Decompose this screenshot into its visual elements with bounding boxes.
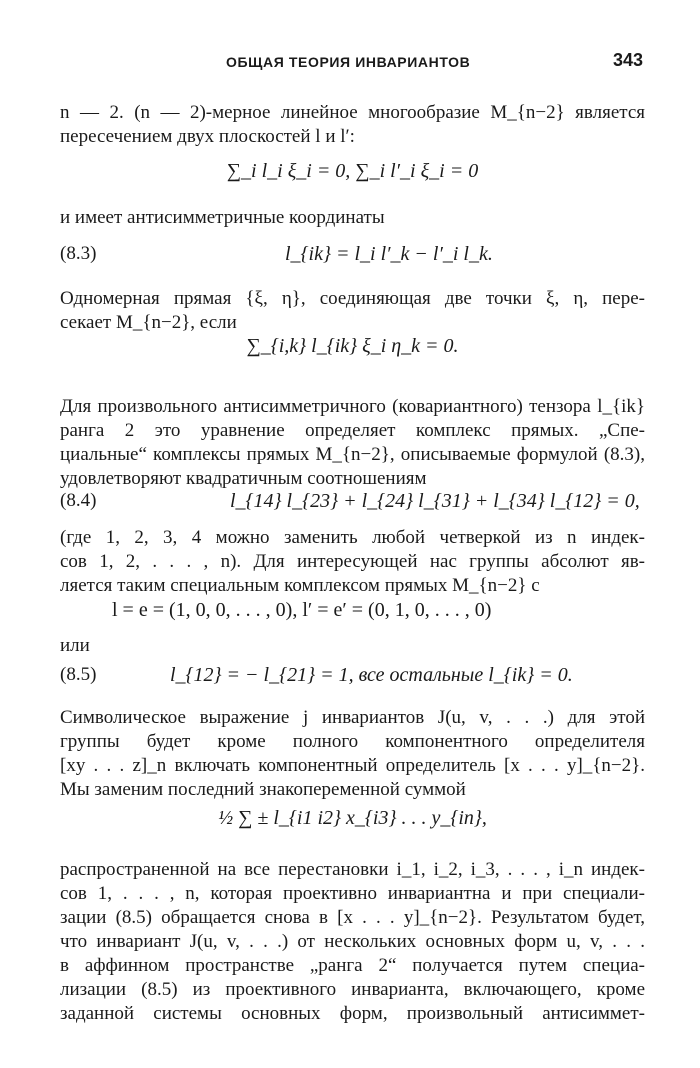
text-line: ранга 2 это уравнение определяет комплекс прямых. „Спе- (60, 420, 645, 441)
text-line: (где 1, 2, 3, 4 можно заменить любой четверкой из n индек- (60, 527, 645, 548)
paragraph-2 (60, 206, 645, 230)
equation-8-4 (60, 488, 645, 516)
paragraph-7 (60, 706, 645, 802)
text-line: циальные“ комплексы прямых M_{n−2}, описываемые формулой (8.3), (60, 444, 645, 465)
text-line: заданной системы основных форм, произвольный антисиммет- (60, 1003, 645, 1024)
text-line: Для произвольного антисимметричного (ковариантного) тензора l_{ik} (60, 396, 645, 417)
running-title: ОБЩАЯ ТЕОРИЯ ИНВАРИАНТОВ (226, 54, 471, 70)
formula-expression: ∑_{i,k} l_{ik} ξ_i η_k = 0. (246, 335, 459, 357)
text-line: ляется таким специальным комплексом прямых M_{n−2} с (60, 575, 540, 596)
equation-expression: l_{14} l_{23} + l_{24} l_{31} + l_{34} l_{12} = 0, (230, 490, 640, 512)
paragraph-6 (60, 634, 645, 658)
formula-expression: l = e = (1, 0, 0, . . . , 0), l′ = e′ = (0, 1, 0, . . . , 0) (112, 599, 492, 621)
page-number: 343 (612, 50, 643, 70)
text-line: в аффинном пространстве „ранга 2“ получается путем специа- (60, 955, 645, 976)
text-line: удовлетворяют квадратичным соотношениям (60, 468, 427, 489)
text-line: секает M_{n−2}, если (60, 312, 237, 333)
text-line: Мы заменим последний знакопеременной суммой (60, 779, 466, 800)
formula-absolute (60, 597, 645, 625)
text-line: и имеет антисимметричные координаты (60, 207, 385, 228)
equation-8-3 (60, 241, 645, 269)
text-line: сов 1, 2, . . . , n). Для интересующей нас группы абсолют яв- (60, 551, 645, 572)
text-line: зации (8.5) обращается снова в [x . . . y]_{n−2}. Результатом будет, (60, 907, 645, 928)
text-line: лизации (8.5) из проективного инварианта, включающего, кроме (60, 979, 645, 1000)
text-line: n — 2. (n — 2)-мерное линейное многообразие M_{n−2} является (60, 102, 645, 123)
formula-complex (60, 333, 645, 373)
paragraph-1 (60, 101, 645, 149)
text-line: или (60, 635, 90, 656)
equation-number: (8.4) (60, 490, 97, 511)
page-header (0, 50, 700, 80)
equation-number: (8.3) (60, 243, 97, 264)
text-line: [xy . . . z]_n включать компонентный определитель [x . . . y]_{n−2}. (60, 755, 645, 776)
formula-expression: ½ ∑ ± l_{i1 i2} x_{i3} . . . y_{in}, (218, 807, 487, 829)
equation-8-5 (60, 662, 645, 690)
text-line: сов 1, . . . , n, которая проективно инвариантна и при специали- (60, 883, 645, 904)
text-line: группы будет кроме полного компонентного определителя (60, 731, 645, 752)
paragraph-3 (60, 287, 645, 335)
paragraph-8 (60, 858, 645, 1026)
equation-expression: l_{12} = − l_{21} = 1, все остальные l_{ik} = 0. (170, 664, 573, 686)
text-line: Символическое выражение j инвариантов J(u, v, . . .) для этой (60, 707, 645, 728)
text-line: Одномерная прямая {ξ, η}, соединяющая две точки ξ, η, пере- (60, 288, 645, 309)
text-line: что инвариант J(u, v, . . .) от нескольких основных форм u, v, . . . (60, 931, 645, 952)
text-line: распространенной на все перестановки i_1, i_2, i_3, . . . , i_n индек- (60, 859, 645, 880)
text-line: пересечением двух плоскостей l и l′: (60, 126, 355, 147)
formula-alternating-sum (60, 805, 645, 845)
equation-expression: l_{ik} = l_i l′_k − l′_i l_k. (285, 243, 493, 265)
formula-planes (60, 158, 645, 198)
paragraph-5 (60, 526, 645, 598)
formula-expression: ∑_i l_i ξ_i = 0, ∑_i l′_i ξ_i = 0 (226, 160, 479, 182)
equation-number: (8.5) (60, 664, 97, 685)
paragraph-4 (60, 395, 645, 491)
